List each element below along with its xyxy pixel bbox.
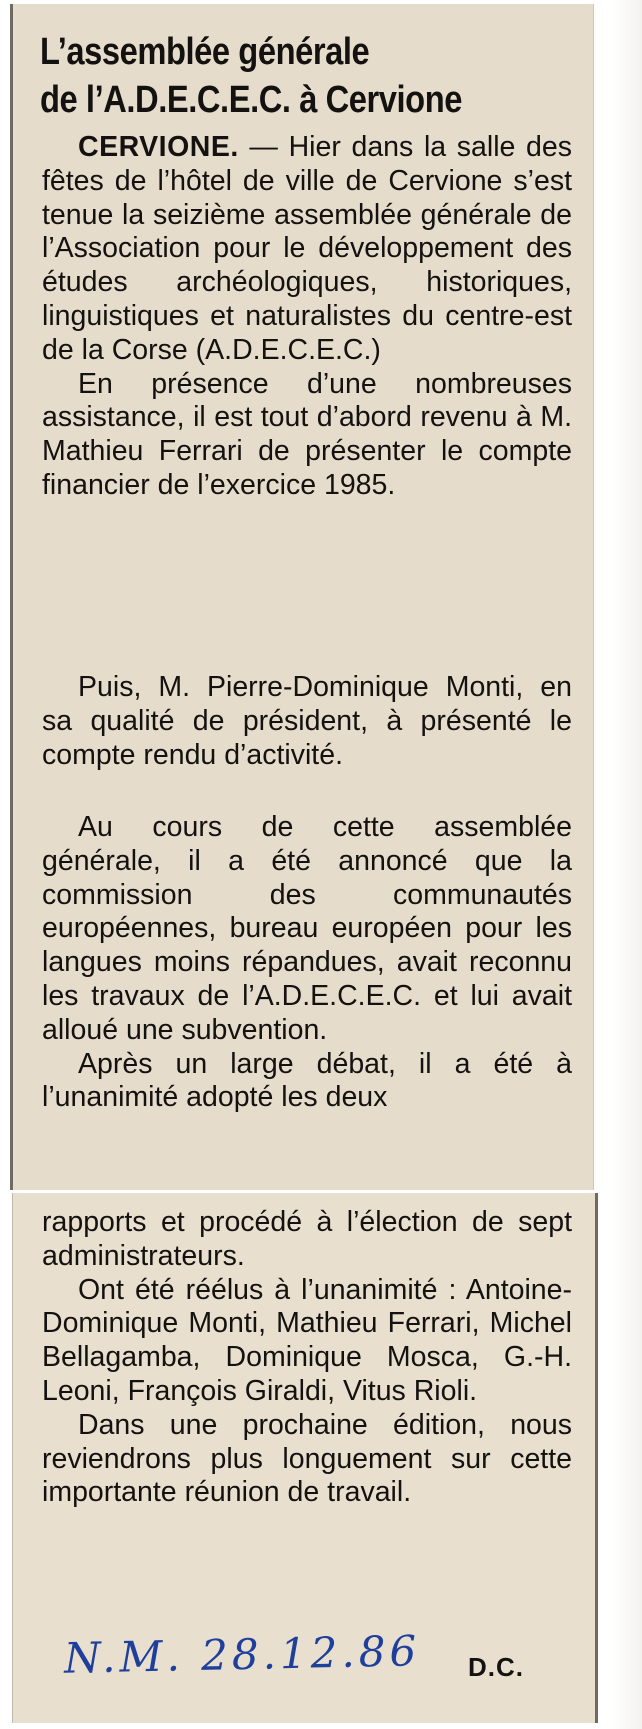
paragraph-5-part-1: Après un large débat, il a été à l’unanimité adopté les deux [42,1047,572,1114]
article-body-lower [42,811,572,1115]
article-body-middle [42,671,572,772]
paragraph-2: En présence d’une nombreuses assistance, il est tout d’abord revenu à M. Mathieu Ferrari de présenter le compte financier de l’exercice 1985. [42,367,572,501]
article-body-continued [42,1206,572,1510]
paragraph-1 [42,131,572,368]
paragraph-3: Puis, M. Pierre-Dominique Monti, en sa qualité de président, à présenté le compte rendu d’activité. [42,671,572,771]
author-signature: D.C. [468,1652,524,1682]
paragraph-4: Au cours de cette assemblée générale, il a été annoncé que la commission des communautés européennes, bureau européen pour les langues moins répandues, avait reconnu les travaux de l’A.D.E.C.E.C. et lui avait alloué une subvention. [42,811,572,1046]
paragraph-7: Dans une prochaine édition, nous reviendrons plus longuement sur cette importante réunion de travail. [42,1408,572,1509]
article-body-top [42,131,572,503]
paragraph-5-part-2: rapports et procédé à l’élection de sept administrateurs. [42,1206,572,1272]
headline-line-2: de l’A.D.E.C.E.C. à Cervione [40,79,462,121]
scan-background [612,0,642,1729]
headline-line-1: L’assemblée générale [40,31,370,73]
paragraph-6: Ont été réélus à l’unanimité : Antoine-Dominique Monti, Mathieu Ferrari, Michel Bellagamba, Dominique Mosca, G.-H. Leoni, François Giraldi, Vitus Rioli. [42,1273,572,1407]
dateline: CERVIONE. [78,131,239,163]
handwritten-date-note: N.M. 28.12.86 [63,1626,421,1683]
paragraph-1-text: — Hier dans la salle des fêtes de l’hôtel de ville de Cervione s’est tenue la seizième assemblée générale de l’Association pour le développement des études archéologiques, historiques, linguistiques et naturalistes du centre-est de la Corse (A.D.E.C.E.C.) [42,131,572,366]
